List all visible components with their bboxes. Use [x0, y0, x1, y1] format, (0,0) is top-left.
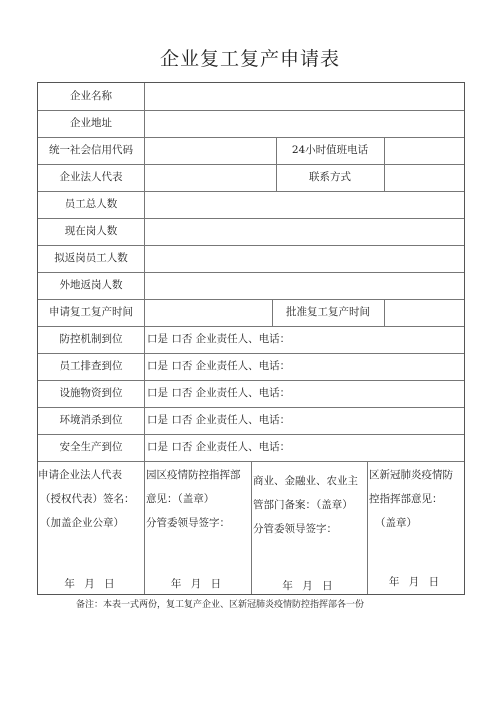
- check-options-prevention: 口是 口否 企业责任人、电话：: [147, 333, 291, 345]
- column-divider: [384, 137, 385, 191]
- sig-line: （加盖企业公章）: [40, 517, 124, 529]
- sig-line: 园区疫情防控指挥部: [146, 469, 241, 481]
- footnote: 备注：本表一式两份，复工复产企业、区新冠肺炎疫情防控指挥部各一份: [76, 600, 365, 610]
- application-form: [37, 82, 465, 595]
- total-staff-label: 员工总人数: [64, 198, 118, 210]
- dept-date: 年 月 日: [282, 580, 336, 592]
- check-label-screening: 员工排查到位: [59, 360, 123, 372]
- check-options-screening: 口是 口否 企业责任人、电话：: [147, 360, 291, 372]
- check-options-safety: 口是 口否 企业责任人、电话：: [147, 441, 291, 453]
- check-options-supplies: 口是 口否 企业责任人、电话：: [147, 387, 291, 399]
- contact-label: 联系方式: [309, 171, 351, 183]
- sig-line: 分管委领导签字：: [146, 517, 230, 529]
- district-hq-date: 年 月 日: [388, 576, 443, 588]
- company-address-label: 企业地址: [70, 117, 112, 129]
- sig-line: 分管委领导签字：: [253, 523, 337, 535]
- apply-time-label: 申请复工复产时间: [49, 306, 133, 318]
- sig-line: 管部门备案：（盖章）: [253, 499, 353, 511]
- column-divider: [144, 461, 145, 594]
- on-duty-label: 现在岗人数: [64, 225, 118, 237]
- column-divider: [384, 299, 385, 326]
- hotline-label: 24小时值班电话: [291, 144, 369, 156]
- check-label-supplies: 设施物资到位: [59, 387, 123, 399]
- sig-line: 区新冠肺炎疫情防: [369, 469, 453, 481]
- page-title: 企业复工复产申请表: [159, 48, 340, 70]
- credit-code-label: 统一社会信用代码: [49, 144, 133, 156]
- check-label-safety: 安全生产到位: [59, 441, 123, 453]
- sig-line: 控指挥部意见：: [369, 493, 443, 505]
- out-of-town-return-label: 外地返岗人数: [59, 279, 123, 291]
- check-label-disinfection: 环境消杀到位: [59, 414, 123, 426]
- column-divider: [251, 461, 252, 594]
- dept-signature-block: [253, 469, 367, 541]
- sig-line: 申请企业法人代表: [38, 469, 122, 481]
- check-label-prevention: 防控机制到位: [59, 333, 123, 345]
- park-hq-date: 年 月 日: [170, 578, 225, 590]
- planned-return-label: 拟返岗员工人数: [54, 252, 128, 264]
- legal-rep-label: 企业法人代表: [59, 171, 123, 183]
- applicant-signature-block: [38, 463, 144, 535]
- sig-line: （授权代表）签名：: [40, 493, 135, 505]
- district-hq-signature-block: [369, 463, 464, 535]
- applicant-date: 年 月 日: [64, 578, 118, 590]
- approve-time-label: 批准复工复产时间: [286, 306, 370, 318]
- park-hq-signature-block: [146, 463, 251, 535]
- sig-line: （盖章）: [375, 517, 417, 529]
- company-name-label: 企业名称: [70, 90, 112, 102]
- sig-line: 商业、金融业、农业主: [253, 475, 358, 487]
- check-options-disinfection: 口是 口否 企业责任人、电话：: [147, 414, 291, 426]
- sig-line: 意见：（盖章）: [146, 493, 215, 505]
